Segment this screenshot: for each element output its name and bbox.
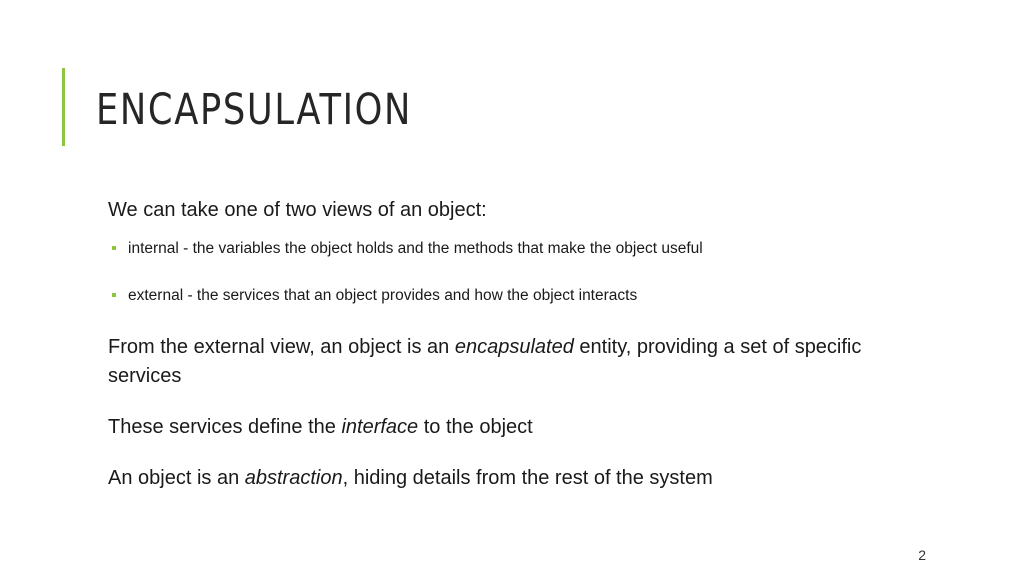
list-item: [108, 239, 928, 259]
slide-body: [108, 196, 928, 493]
title-accent-bar: [62, 68, 65, 146]
emphasis-term: encapsulated: [454, 336, 574, 358]
paragraph-interface: [108, 413, 928, 442]
paragraph-abstraction: [108, 464, 928, 493]
bullet-square-icon: [112, 293, 116, 297]
emphasis-term: interface: [341, 416, 419, 438]
page-number: 2: [918, 547, 926, 563]
bullet-text-internal: internal - the variables the object holds and the methods that make the object useful: [128, 240, 703, 257]
paragraph-text: An object is an: [108, 467, 245, 489]
bullet-square-icon: [112, 246, 116, 250]
paragraph-text: From the external view, an object is an: [108, 336, 455, 358]
paragraph-encapsulated: [108, 333, 928, 391]
paragraph-text: to the object: [418, 416, 533, 438]
views-list: [108, 239, 928, 306]
paragraph-text: These services define the: [108, 416, 342, 438]
intro-text: We can take one of two views of an object:: [108, 199, 487, 221]
slide-title: ENCAPSULATION: [96, 85, 413, 135]
paragraph-text: , hiding details from the rest of the system: [342, 467, 713, 489]
emphasis-term: abstraction: [244, 467, 343, 489]
bullet-text-external: external - the services that an object provides and how the object interacts: [128, 287, 638, 304]
list-item: [108, 286, 928, 306]
paragraph-text: entity, providing a set of specific services: [108, 336, 862, 387]
